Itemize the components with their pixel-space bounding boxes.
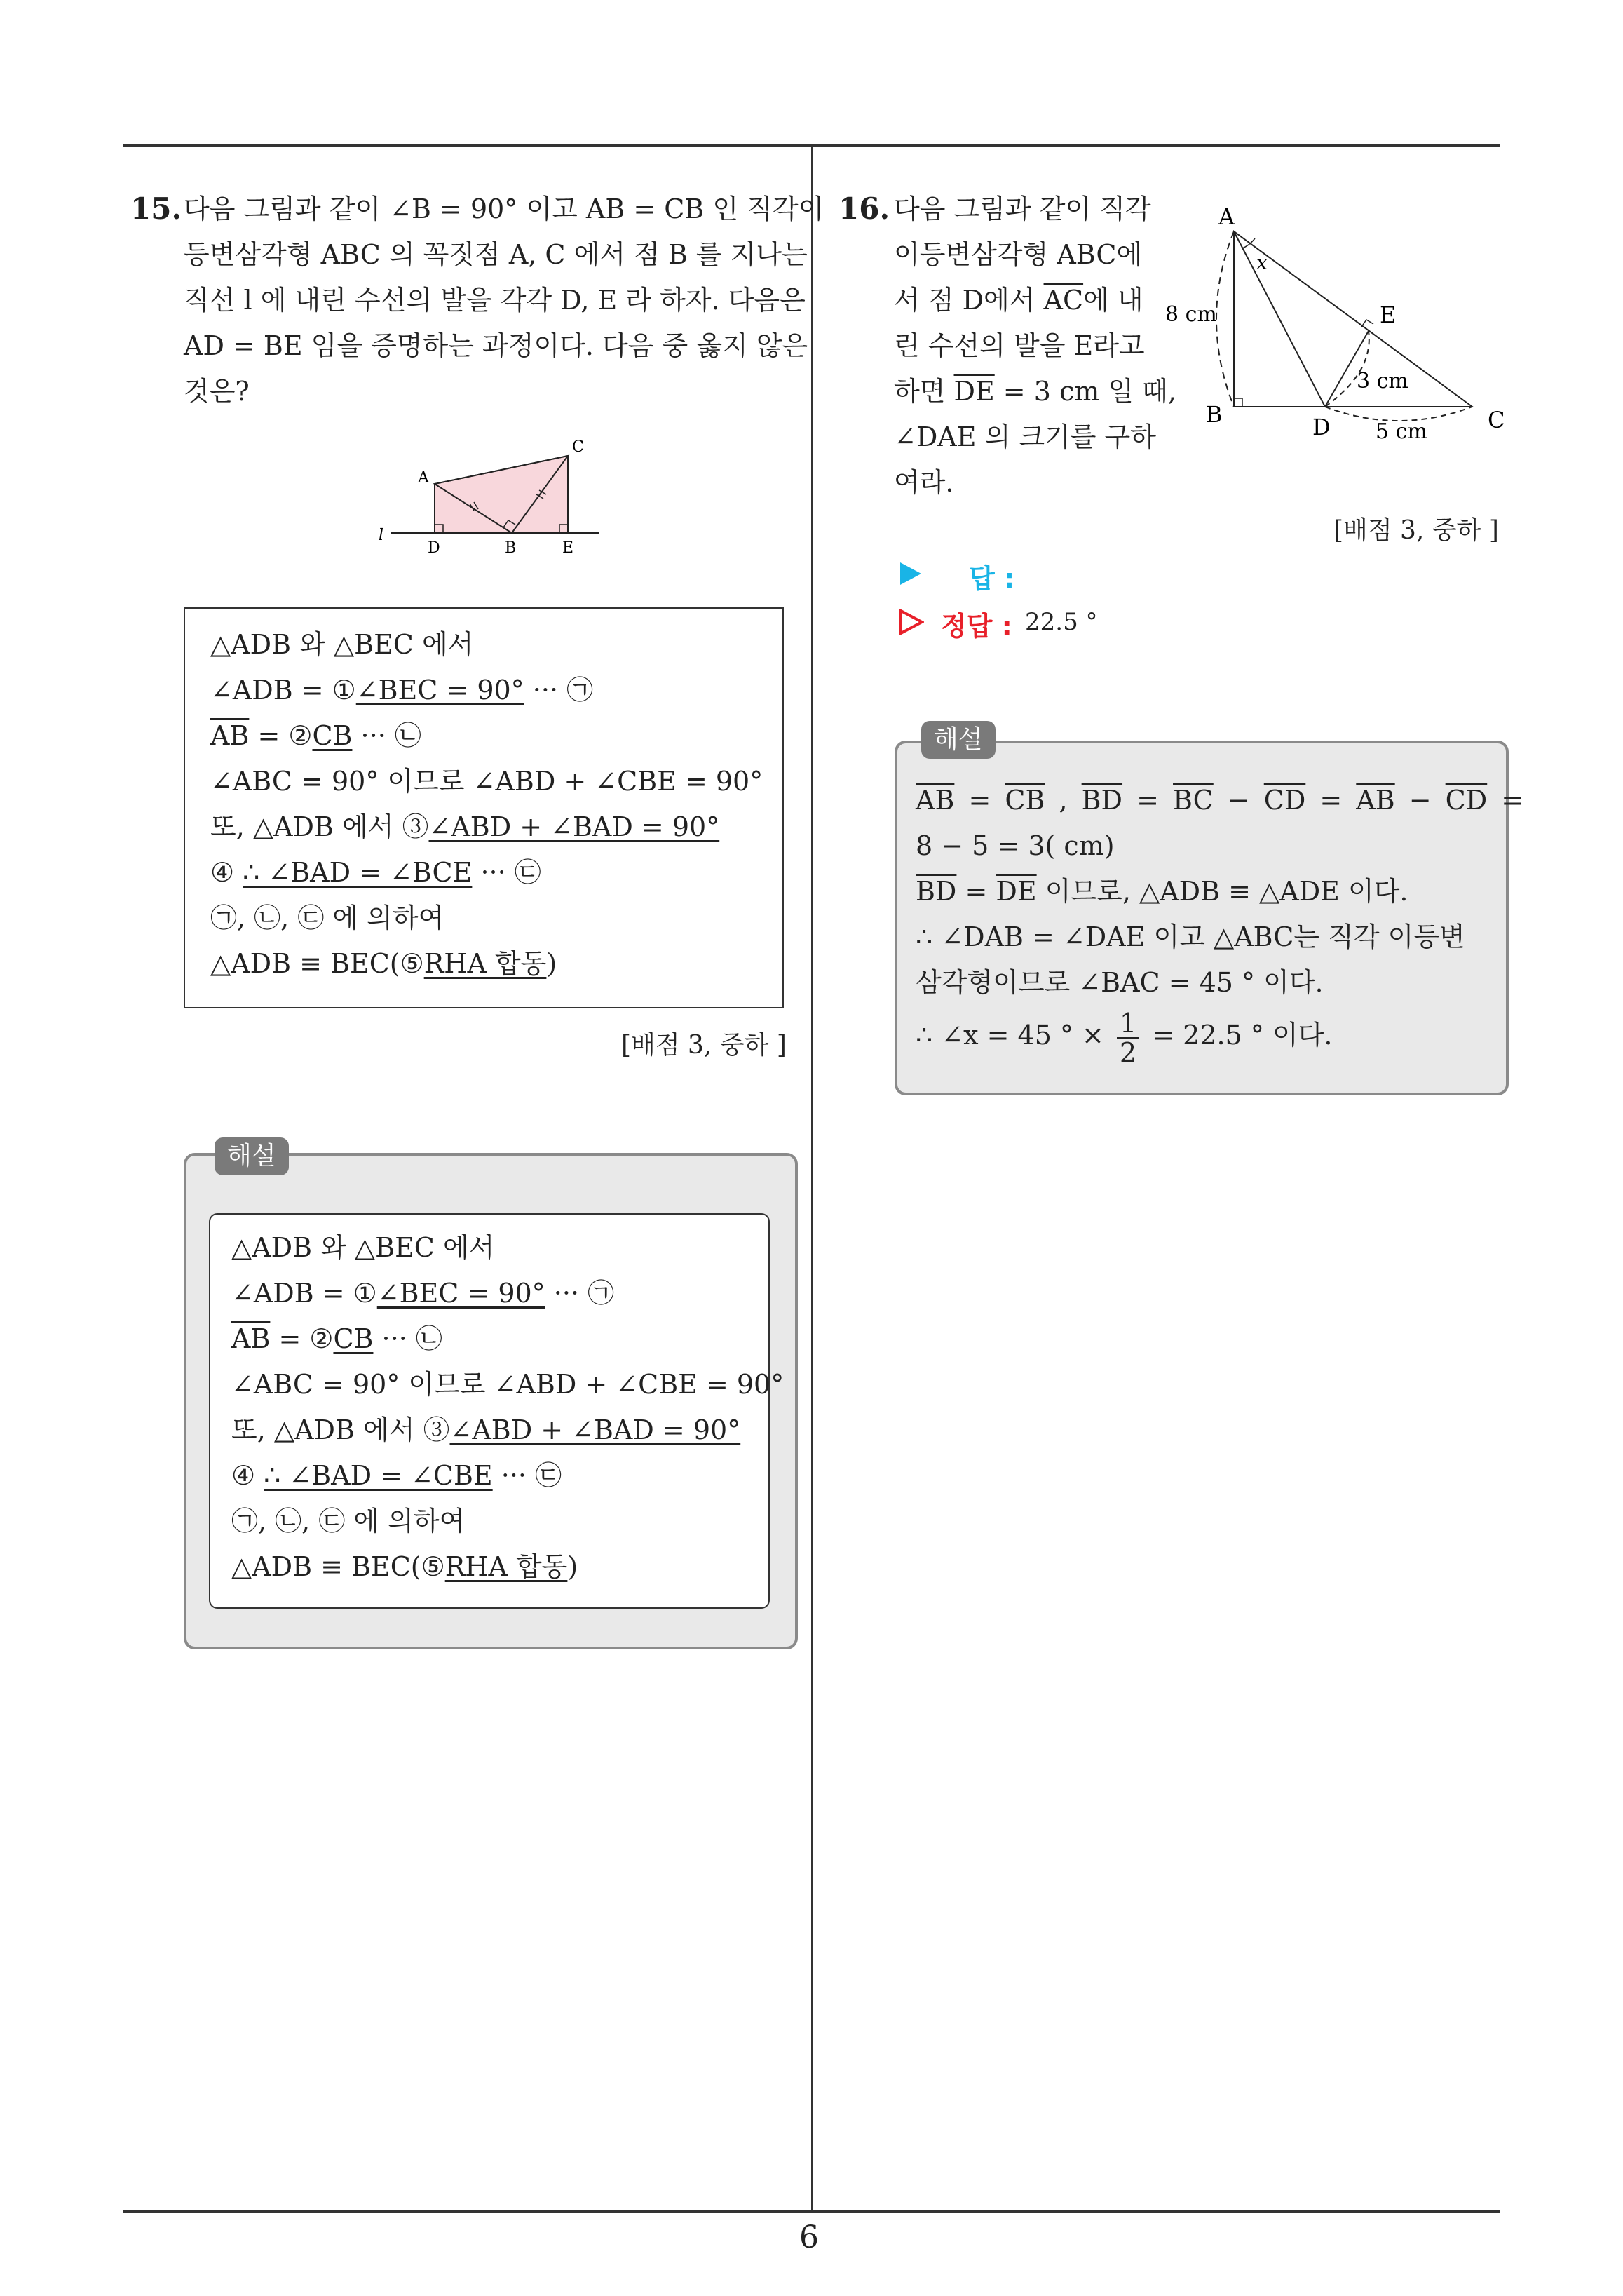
answer-arrow-icon [899, 561, 923, 586]
bottom-rule [123, 2210, 1500, 2213]
proof-box [184, 607, 784, 1008]
proof-line: ∠ABC = 90° 이므로 ∠ABD + ∠CBE = 90° [210, 766, 763, 797]
proof-line: ㉠, ㉡, ㉢ 에 의하여 [210, 903, 444, 933]
solution-line: ㉠, ㉡, ㉢ 에 의하여 [231, 1506, 466, 1537]
solution-line: $\overline{BD} = \overline{DE}$ 이므로, △ADB ≡ △ADE 이다. [916, 876, 1408, 907]
solution-tag: 해설 [215, 1137, 289, 1175]
label-ab-length: 8 cm [1165, 302, 1217, 327]
question-number: 16. [838, 191, 890, 226]
proof-line: ∠ADB = ①∠BEC = 90° ··· ㉠ [210, 675, 594, 705]
correct-value: 22.5 ° [1025, 608, 1098, 636]
question-text-line: 직선 l 에 내린 수선의 발을 각각 D, E 라 하자. 다음은 [184, 285, 806, 316]
solution-line: ④ ∴ ∠BAD = ∠CBE ··· ㉢ [231, 1460, 562, 1491]
label-x: x [1256, 251, 1268, 274]
fraction-one-half: $\frac{1}{2}$ [1117, 1009, 1139, 1067]
solution-line: ∠ABC = 90° 이므로 ∠ABD + ∠CBE = 90° [231, 1369, 785, 1400]
triangle-figure-15 [379, 428, 617, 561]
page-number: 6 [799, 2220, 819, 2255]
label-b: B [505, 539, 517, 557]
proof-line: 또, △ADB 에서 ③∠ABD + ∠BAD = 90° [210, 811, 720, 842]
label-l: l [379, 527, 384, 544]
label-e: E [1380, 302, 1397, 328]
score-label: [배점 3, 중하 ] [1333, 516, 1499, 545]
question-text-line: 이등변삼각형 ABC에 [894, 239, 1143, 270]
triangle-figure-16 [1164, 196, 1528, 449]
question-text-line: AD = BE 임을 증명하는 과정이다. 다음 중 옳지 않은 [184, 330, 808, 361]
solution-tag: 해설 [921, 721, 996, 759]
solution-line: ∴ ∠DAB = ∠DAE 이고 △ABC는 직각 이등변 [916, 921, 1465, 952]
label-b: B [1206, 401, 1223, 428]
label-d: D [428, 539, 440, 557]
solution-line: 삼각형이므로 ∠BAC = 45 ° 이다. [916, 967, 1324, 998]
question-text-line: 것은? [184, 376, 250, 407]
label-a: A [418, 469, 429, 487]
score-label: [배점 3, 중하 ] [621, 1031, 787, 1060]
label-e: E [562, 539, 574, 557]
label-dc-length: 5 cm [1376, 419, 1427, 444]
proof-line: ④ ∴ ∠BAD = ∠BCE ··· ㉢ [210, 857, 541, 888]
question-number: 15. [130, 191, 182, 226]
question-text-line: 서 점 D에서 $\overline{AC}$에 내 [894, 285, 1143, 316]
question-text-line: 등변삼각형 ABC 의 꼭짓점 A, C 에서 점 B 를 지나는 [184, 239, 808, 270]
solution-proof-box [209, 1213, 785, 1609]
solution-line: ∠ADB = ①∠BEC = 90° ··· ㉠ [231, 1278, 615, 1309]
question-text-line: ∠DAE 의 크기를 구하 [894, 421, 1156, 452]
solution-line: △ADB 와 △BEC 에서 [231, 1232, 495, 1263]
label-a: A [1218, 203, 1235, 230]
solution-panel [184, 1142, 798, 1649]
label-d: D [1312, 414, 1331, 440]
label-c: C [1488, 407, 1505, 433]
solution-panel [895, 725, 1524, 1095]
label-de-length: 3 cm [1357, 369, 1408, 393]
correct-label: 정답 : [941, 611, 1012, 642]
question-text-line: 다음 그림과 같이 ∠B = 90° 이고 AB = CB 인 직각이 [184, 194, 824, 224]
solution-line: $\overline{AB}$ = ②CB ··· ㉡ [231, 1323, 442, 1354]
solution-line: 또, △ADB 에서 ③∠ABD + ∠BAD = 90° [231, 1414, 741, 1445]
solution-line: $\overline{AB} = \overline{CB}$ , $\overline{BD} = \overline{BC} - \overline{CD} = \overline{AB} - \overline{CD}$ = [916, 785, 1524, 816]
question-text-line: 여라. [894, 467, 954, 498]
question-text-line: 하면 $\overline{DE} = 3$ cm 일 때, [894, 376, 1176, 407]
solution-line: 8 − 5 = 3( cm) [916, 830, 1115, 861]
solution-line: △ADB ≡ BEC(⑤RHA 합동) [231, 1551, 578, 1582]
proof-line: △ADB ≡ BEC(⑤RHA 합동) [210, 948, 557, 979]
proof-line: △ADB 와 △BEC 에서 [210, 629, 474, 660]
column-divider [811, 144, 813, 2212]
label-c: C [572, 438, 584, 456]
proof-line: $\overline{AB}$ = ②CB ··· ㉡ [210, 720, 421, 751]
question-text-line: 린 수선의 발을 E라고 [894, 330, 1145, 361]
question-text-line: 다음 그림과 같이 직각 [894, 194, 1151, 224]
correct-arrow-icon [899, 609, 924, 635]
solution-line: ∴ ∠x = 45 ° × $\frac{1}{2}$ = 22.5 ° 이다. [916, 1007, 1333, 1068]
answer-label: 답 : [969, 563, 1015, 594]
